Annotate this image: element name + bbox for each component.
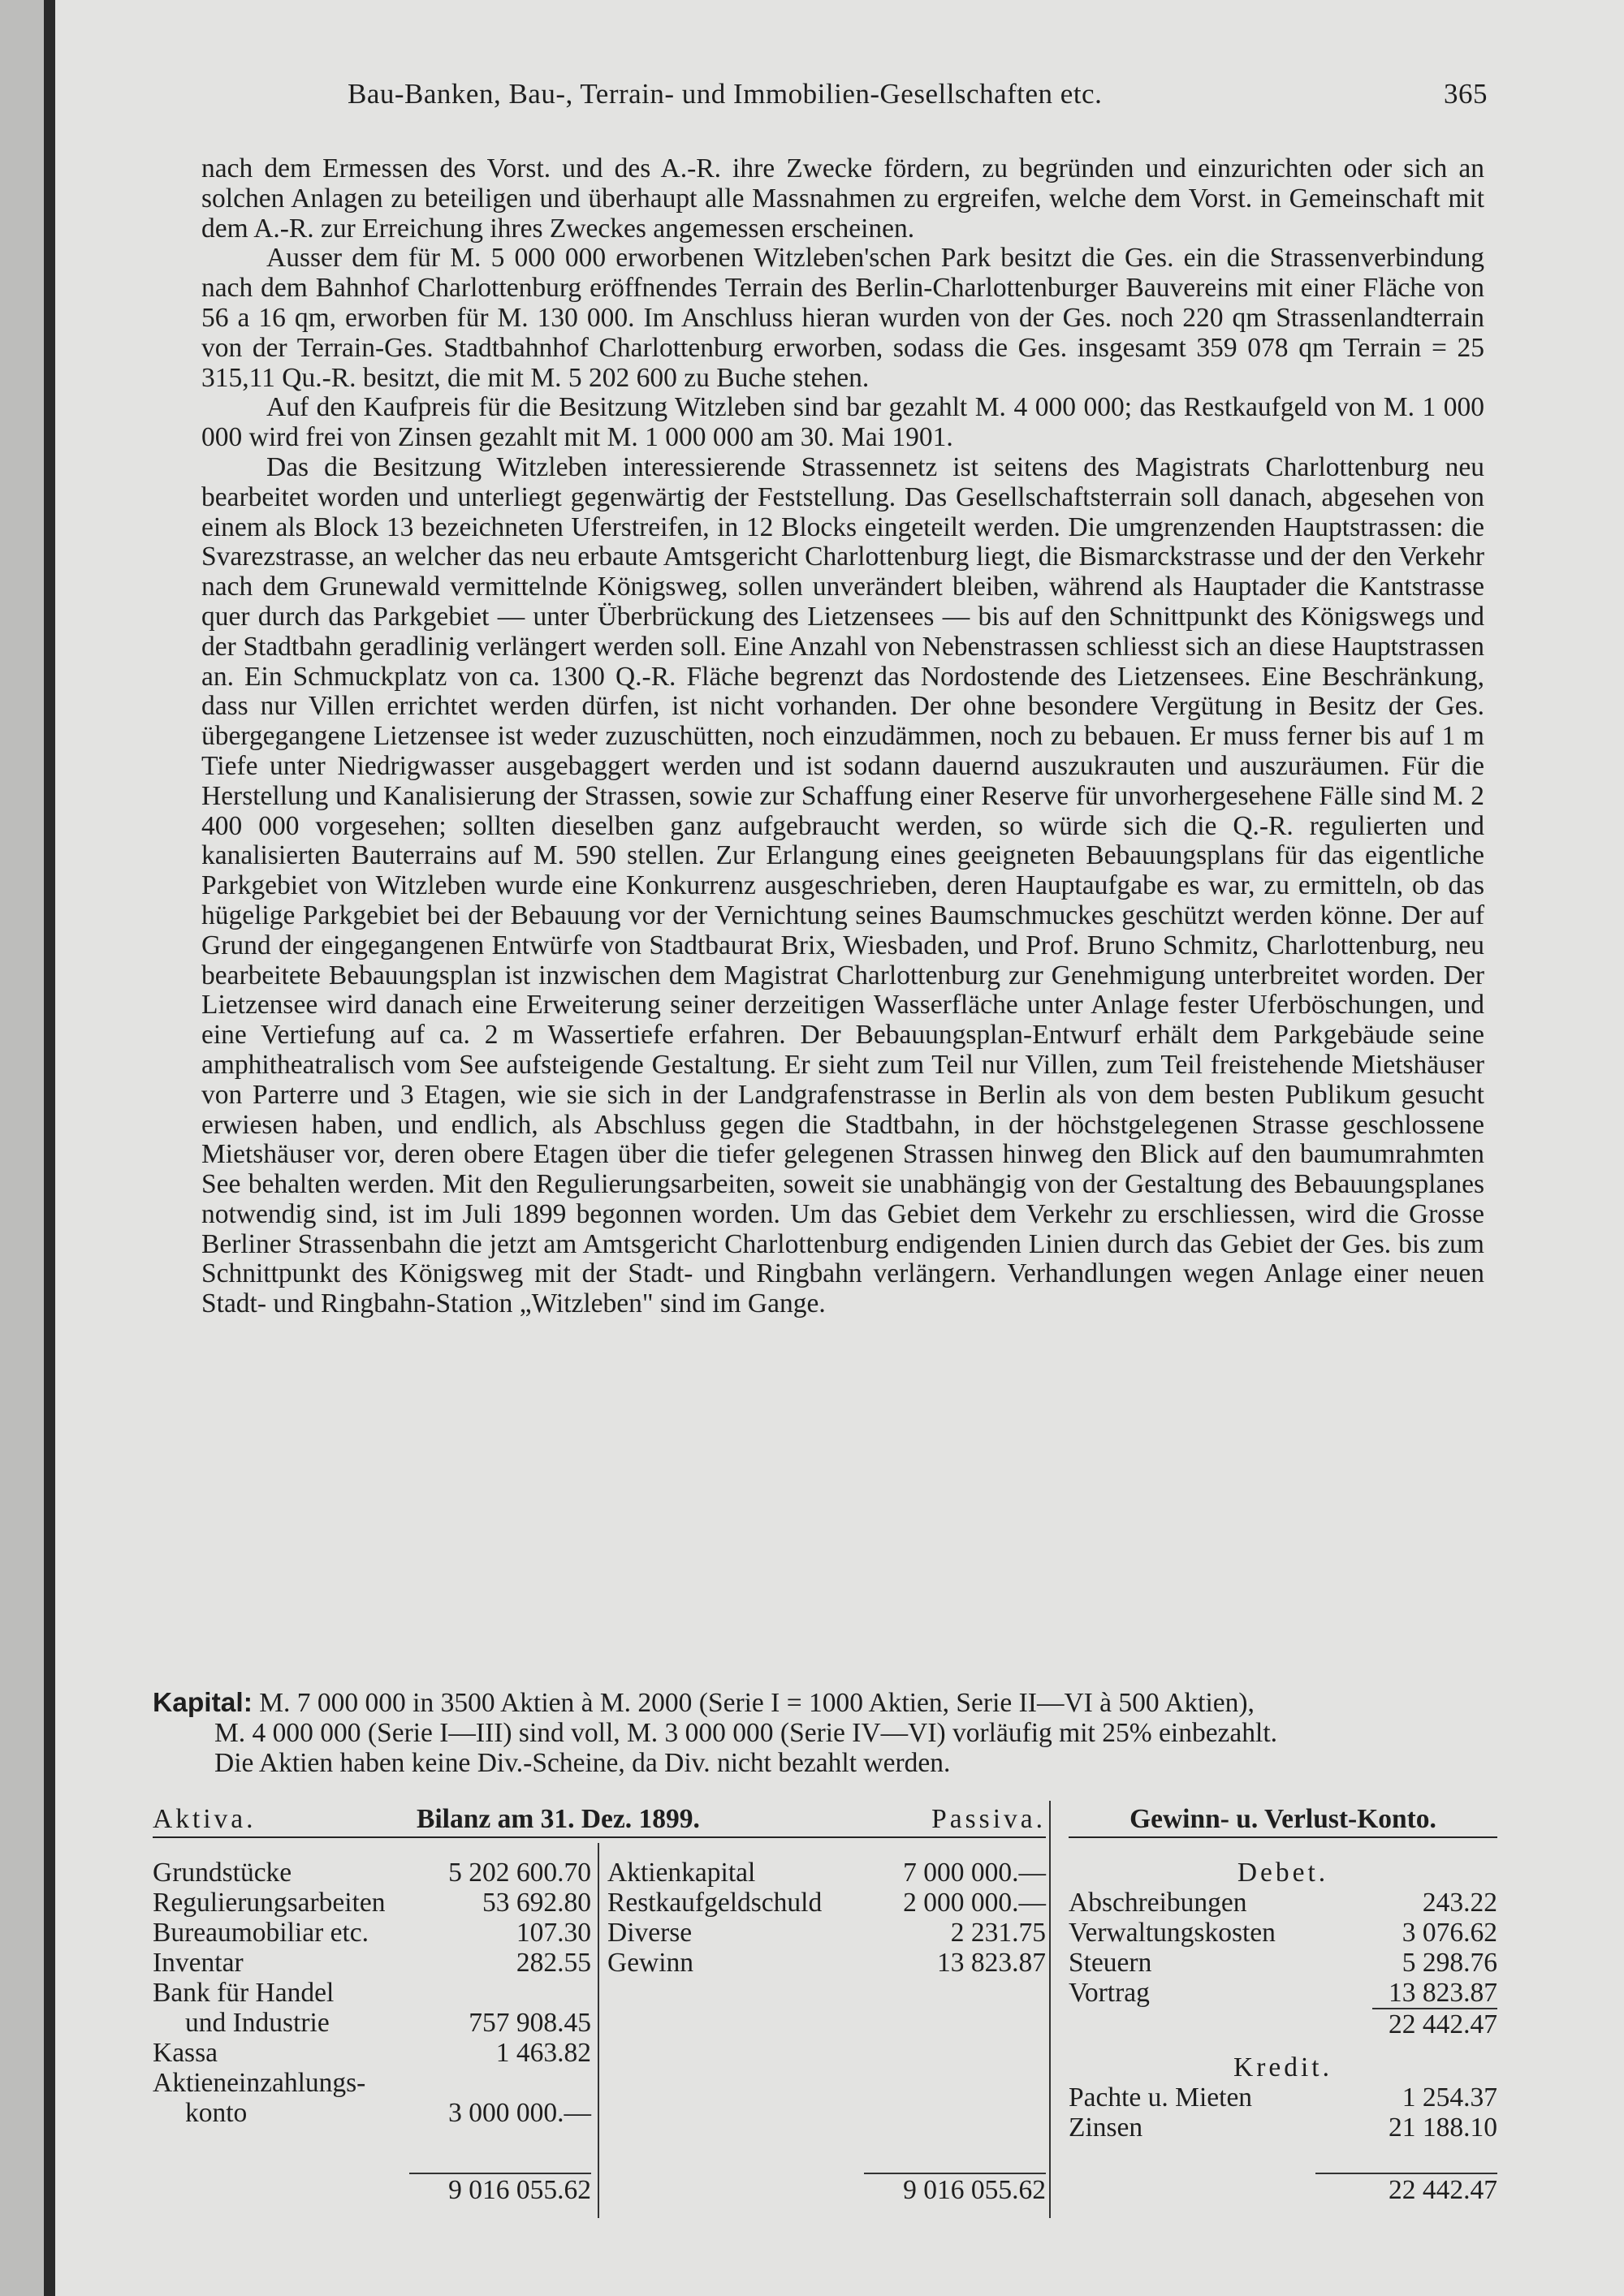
aktiva-label: Aktiva. [153, 1804, 257, 1834]
kredit-total: 22 442.47 [1315, 2173, 1497, 2207]
debet-label: Debet. [1237, 1858, 1329, 1888]
aktiva-column [153, 1858, 591, 2128]
row-value: 13 823.87 [1389, 1978, 1497, 2008]
row-value: 1 463.82 [495, 2038, 591, 2068]
kapital-line: Die Aktien haben keine Div.-Scheine, da Div. nicht bezahlt werden. [214, 1747, 951, 1778]
row-label: Pachte u. Mieten [1069, 2082, 1253, 2113]
row-label: Aktieneinzahlungs- [153, 2068, 366, 2098]
row-value: 53 692.80 [482, 1888, 591, 1918]
table-row [153, 2068, 591, 2098]
table-row [153, 1858, 591, 1888]
row-label: Bureaumobiliar etc. [153, 1918, 369, 1948]
row-value: 282.55 [516, 1948, 591, 1978]
table-row [1069, 2008, 1497, 2038]
table-row [1069, 1918, 1497, 1948]
row-label: Zinsen [1069, 2113, 1143, 2143]
table-row [1069, 2113, 1497, 2143]
table-row [153, 1948, 591, 1978]
kredit-label: Kredit. [1233, 2052, 1332, 2082]
row-label: Diverse [607, 1918, 693, 1948]
row-value: 107.30 [516, 1918, 591, 1948]
row-label: und Industrie [185, 2008, 330, 2038]
table-row [1069, 1888, 1497, 1918]
row-label: Gewinn [607, 1948, 694, 1978]
row-value: 5 298.76 [1402, 1948, 1497, 1978]
paragraph: Auf den Kaufpreis für die Besitzung Witzleben sind bar gezahlt M. 4 000 000; das Restkaufgeld von M. 1 000 000 wird frei von Zinsen gezahlt mit M. 1 000 000 am 30. Mai 1901. [201, 392, 1484, 453]
row-value: 2 000 000.— [903, 1888, 1046, 1918]
kapital-line: M. 7 000 000 in 3500 Aktien à M. 2000 (Serie I = 1000 Aktien, Serie II—VI à 500 Aktien), [259, 1688, 1255, 1718]
row-value: 757 908.45 [469, 2008, 591, 2038]
table-row [153, 2098, 591, 2128]
row-label: Bank für Handel [153, 1978, 335, 2008]
row-label: Regulierungsarbeiten [153, 1888, 386, 1918]
debet-total: 22 442.47 [1372, 2008, 1497, 2038]
table-row [607, 1888, 1046, 1918]
table-row [153, 1978, 591, 2008]
kapital-section [153, 1689, 1492, 1778]
page-gutter-shadow [0, 0, 44, 2296]
table-row [153, 1918, 591, 1948]
table-row [1069, 2082, 1497, 2113]
table-row [1069, 1978, 1497, 2008]
row-value: 5 202 600.70 [448, 1858, 591, 1888]
page-header [348, 78, 1488, 110]
row-value: 21 188.10 [1389, 2113, 1497, 2143]
paragraph: Ausser dem für M. 5 000 000 erworbenen Witzleben'schen Park besitzt die Ges. ein die Strassenverbindung nach dem Bahnhof Charlottenburg eröffnendes Terrain des Berlin-Charlottenburger Bauvereins mit einer Fläche von 56 a 16 qm, erworben für M. 130 000. Im Anschluss hieran wurden von der Ges. noch 220 qm Strassenlandterrain von der Terrain-Ges. Stadtbahnhof Charlottenburg erworben, sodass die Ges. insgesamt 359 078 qm Terrain = 25 315,11 Qu.-R. besitzt, die mit M. 5 202 600 zu Buche stehen. [201, 243, 1484, 393]
row-label: Abschreibungen [1069, 1888, 1247, 1918]
guv-column [1069, 1858, 1497, 2143]
guv-title: Gewinn- u. Verlust-Konto. [1129, 1804, 1436, 1834]
kapital-label: Kapital: [153, 1688, 253, 1718]
row-label: Steuern [1069, 1948, 1152, 1978]
table-row [153, 2038, 591, 2068]
row-label: Aktienkapital [607, 1858, 756, 1888]
guv-header [1069, 1801, 1497, 1838]
row-value: 1 254.37 [1402, 2082, 1497, 2113]
column-divider [1049, 1801, 1051, 2218]
paragraph: Das die Besitzung Witzleben interessierende Strassennetz ist seitens des Magistrats Charlottenburg neu bearbeitet worden und unterliegt gegenwärtig der Feststellung. Das Gesellschaftsterrain soll danach, abgesehen von einem als Block 13 bezeichneten Uferstreifen, in 12 Blocks eingeteilt werden. Die umgrenzenden Hauptstrassen: die Svarezstrasse, an welcher das neu erbaute Amtsgericht Charlottenburg liegt, die Bismarckstrasse und der den Verkehr nach dem Grunewald vermittelnde Königsweg, sollen unverändert bleiben, während als Hauptader die Kantstrasse quer durch das Parkgebiet — unter Überbrückung des Lietzensees — bis auf den Schnittpunkt des Königswegs und der Stadtbahn geradlinig verlängert werden soll. Eine Anzahl von Nebenstrassen schliesst sich an diese Hauptstrassen an. Ein Schmuckplatz von ca. 1300 Q.-R. Fläche begrenzt das Nordostende des Lietzensees. Eine Beschränkung, dass nur Villen errichtet werden dürfen, ist nicht vorhanden. Der ohne besondere Vergütung in Besitz der Ges. übergegangene Lietzensee ist weder zuzuschütten, noch einzudämmen, noch zu bebauen. Er muss ferner bis auf 1 m Tiefe unter Niedrigwasser ausgebaggert werden und ist sodann dauernd auszukrauten und auszuräumen. Für die Herstellung und Kanalisierung der Strassen, sowie zur Schaffung einer Reserve für unvorhergesehene Fälle sind M. 2 400 000 vorgesehen; sollten dieselben ganz aufgebraucht werden, so würde sich die Q.-R. regulierten und kanalisierten Bauterrains auf M. 590 stellen. Zur Erlangung eines geeigneten Bebauungsplans für das eigentliche Parkgebiet von Witzleben wurde eine Konkurrenz ausgeschrieben, deren Hauptaufgabe es war, zu ermitteln, ob das hügelige Parkgebiet bei der Bebauung vor der Vernichtung seines Baumschmuckes geschützt werden könne. Der auf Grund der eingegangenen Entwürfe von Stadtbaurat Brix, Wiesbaden, und Prof. Bruno Schmitz, Charlottenburg, neu bearbeitete Bebauungsplan ist inzwischen dem Magistrat Charlottenburg zur Genehmigung unterbreitet worden. Der Lietzensee wird danach eine Erweiterung seiner derzeitigen Wasserfläche unter Anlage fester Uferböschungen, und eine Vertiefung auf ca. 2 m Wassertiefe erfahren. Der Bebauungsplan-Entwurf erhält dem Parkgebäude seine amphitheatralisch vom See aufsteigende Gestaltung. Er sieht zum Teil nur Villen, zum Teil freistehende Mietshäuser von Parterre und 3 Etagen, wie sie sich in der Landgrafenstrasse in Berlin als von dem besten Publikum gesucht erwiesen haben, und endlich, als Abschluss gegen die Stadtbahn, in der höchstgelegenen Strasse geschlossene Mietshäuser vor, deren obere Etagen über die tiefer gelegenen Strassen hinweg den Blick auf den baumumrahmten See behalten werden. Mit den Regulierungsarbeiten, soweit sie unabhängig von der Gestaltung des Bebauungsplanes notwendig sind, ist im Juli 1899 begonnen worden. Um das Gebiet dem Verkehr zu erschliessen, wird die Grosse Berliner Strassenbahn die jetzt am Amtsgericht Charlottenburg endigenden Linien durch das Gebiet der Ges. bis zum Schnittpunkt des Königsweg mit der Stadt- und Ringbahn verlängern. Verhandlungen wegen Anlage einer neuen Stadt- und Ringbahn-Station „Witzleben" sind im Gange. [201, 451, 1484, 1319]
row-value: 3 000 000.— [448, 2098, 591, 2128]
row-label: Kassa [153, 2038, 218, 2068]
row-label: Restkaufgeldschuld [607, 1888, 823, 1918]
column-divider [598, 1843, 599, 2218]
aktiva-total: 9 016 055.62 [409, 2173, 591, 2207]
body-text [201, 154, 1484, 1319]
page-number: 365 [1444, 78, 1488, 110]
table-row [153, 2008, 591, 2038]
financial-tables [153, 1801, 1501, 2223]
table-row [607, 1918, 1046, 1948]
passiva-total: 9 016 055.62 [864, 2173, 1046, 2207]
row-label: konto [185, 2098, 248, 2128]
row-label: Inventar [153, 1948, 244, 1978]
row-label: Verwaltungskosten [1069, 1918, 1276, 1948]
passiva-column [607, 1858, 1046, 1978]
running-title: Bau-Banken, Bau-, Terrain- und Immobilien-Gesellschaften etc. [348, 78, 1103, 110]
table-row [1069, 1948, 1497, 1978]
bilanz-header [153, 1801, 1046, 1838]
paragraph: nach dem Ermessen des Vorst. und des A.-R. ihre Zwecke fördern, zu begründen und einzurichten oder sich an solchen Anlagen zu beteiligen und überhaupt alle Massnahmen zu ergreifen, welche dem Vorst. in Gemeinschaft mit dem A.-R. zur Erreichung ihres Zweckes angemessen erscheinen. [201, 153, 1484, 244]
row-value: 243.22 [1422, 1888, 1497, 1918]
table-row [607, 1858, 1046, 1888]
row-value: 3 076.62 [1402, 1918, 1497, 1948]
table-row [153, 1888, 591, 1918]
row-label: Grundstücke [153, 1858, 292, 1888]
bilanz-title: Bilanz am 31. Dez. 1899. [417, 1804, 700, 1834]
passiva-label: Passiva. [931, 1804, 1046, 1834]
table-row [607, 1948, 1046, 1978]
kapital-line: M. 4 000 000 (Serie I—III) sind voll, M. 3 000 000 (Serie IV—VI) vorläufig mit 25% einbezahlt. [214, 1717, 1278, 1748]
row-label: Vortrag [1069, 1978, 1150, 2008]
page-binding-edge [44, 0, 55, 2296]
row-value: 13 823.87 [937, 1948, 1046, 1978]
row-value: 7 000 000.— [903, 1858, 1046, 1888]
row-value: 2 231.75 [950, 1918, 1046, 1948]
